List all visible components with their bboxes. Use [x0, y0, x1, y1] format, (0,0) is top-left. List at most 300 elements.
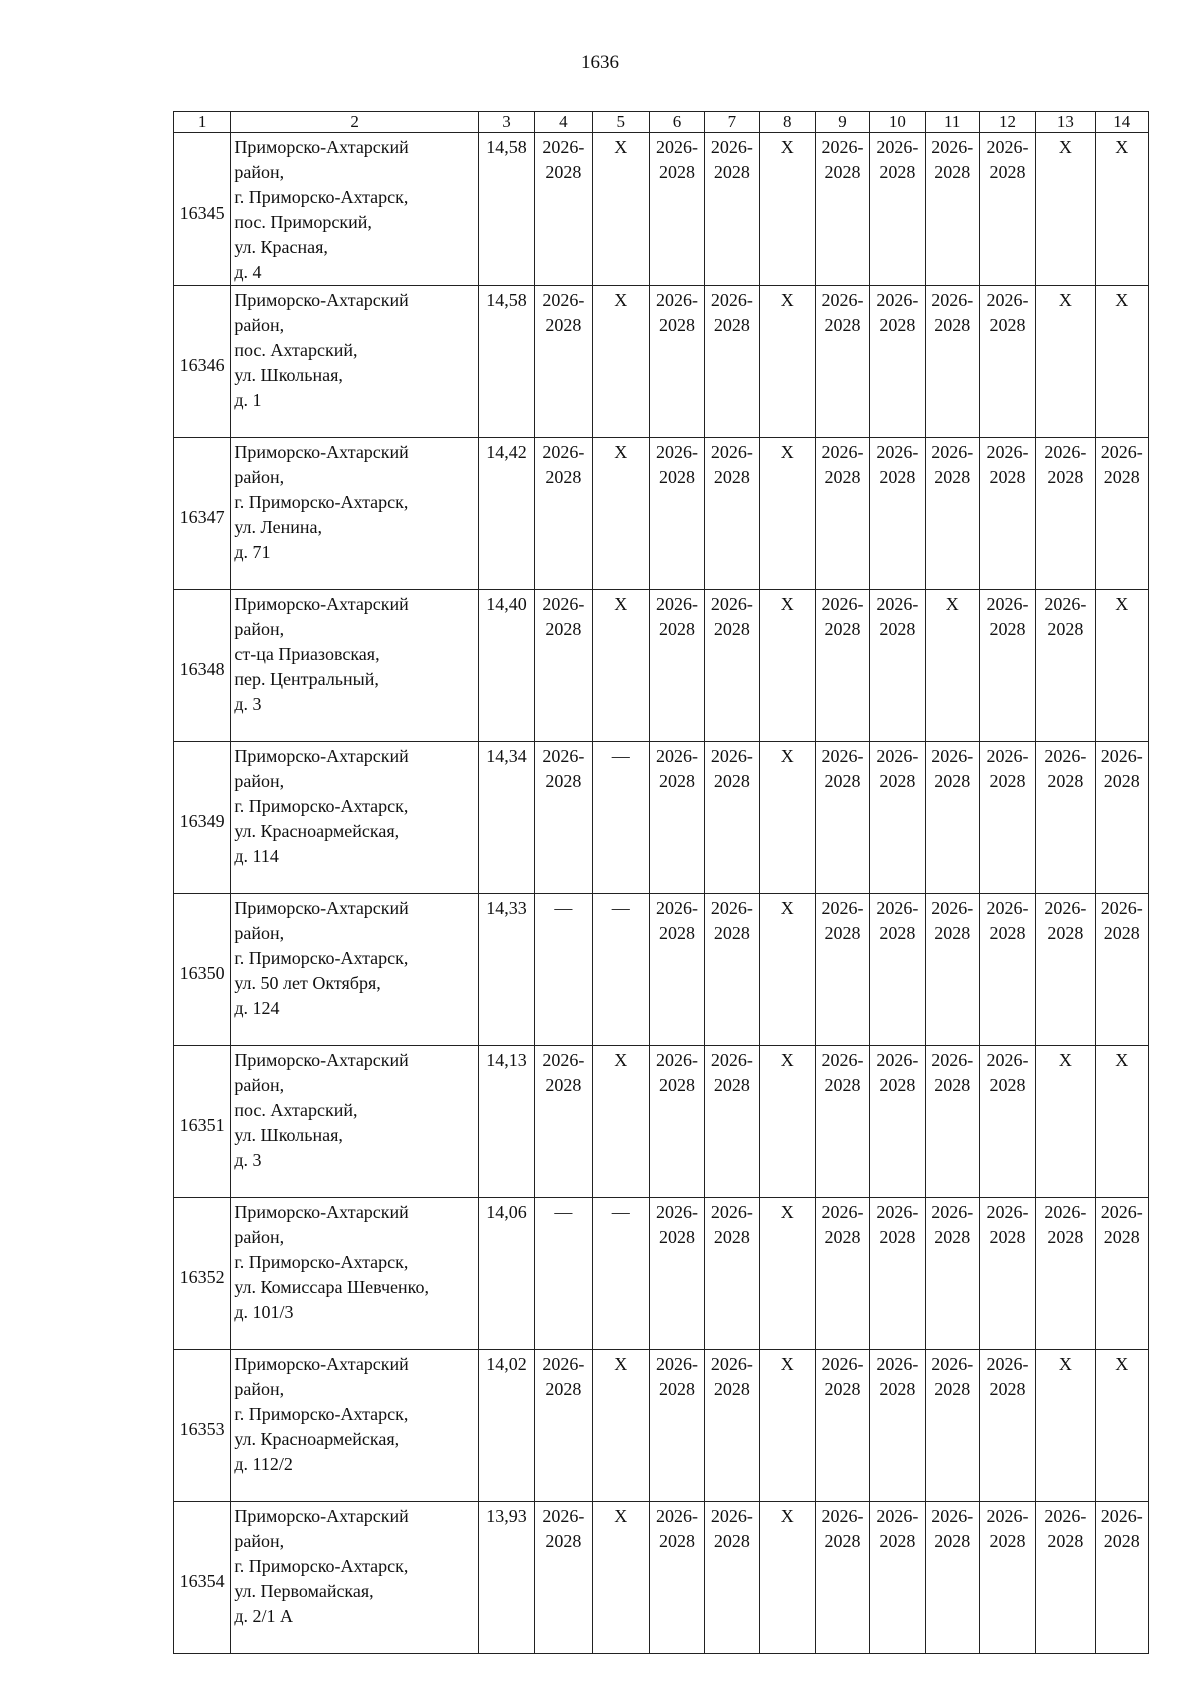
period-cell — [870, 590, 925, 742]
period-line: 2026- — [821, 1354, 864, 1374]
row-number: 16350 — [174, 894, 231, 1046]
period-cell: Х — [1095, 286, 1148, 438]
period-line: 2028 — [713, 619, 750, 639]
period-line: 2026- — [1100, 898, 1143, 918]
period-line: 2026- — [821, 594, 864, 614]
address-line: ул. Первомайская, — [234, 1581, 374, 1601]
period-cell — [925, 894, 979, 1046]
address-line: д. 3 — [234, 694, 262, 714]
period-cell — [870, 1046, 925, 1198]
period-line: 2026- — [656, 442, 699, 462]
period-cell: Х — [592, 133, 649, 286]
period-cell — [925, 1046, 979, 1198]
period-line: 2028 — [545, 1379, 582, 1399]
period-line: 2028 — [879, 1379, 916, 1399]
period-line: 2026- — [821, 1506, 864, 1526]
period-line: 2026- — [710, 594, 753, 614]
period-line: 2026- — [876, 594, 919, 614]
period-line: 2026- — [986, 290, 1029, 310]
row-number: 16348 — [174, 590, 231, 742]
period-cell — [1095, 438, 1148, 590]
period-cell — [870, 133, 925, 286]
period-cell — [925, 286, 979, 438]
period-cell — [535, 742, 592, 894]
period-line: 2026- — [931, 290, 974, 310]
period-line: 2028 — [659, 162, 696, 182]
value-cell: 14,13 — [478, 1046, 534, 1198]
address-line: Приморско-Ахтарский — [234, 1354, 409, 1374]
period-line: 2028 — [659, 619, 696, 639]
period-cell — [870, 286, 925, 438]
column-header: 6 — [649, 112, 704, 133]
period-line: 2028 — [545, 1075, 582, 1095]
period-cell — [925, 133, 979, 286]
period-line: 2026- — [876, 1050, 919, 1070]
period-line: 2028 — [1047, 771, 1084, 791]
address-line: ул. Красноармейская, — [234, 1429, 400, 1449]
address-line: ст-ца Приазовская, — [234, 644, 380, 664]
period-line: 2026- — [931, 1050, 974, 1070]
period-cell — [1095, 742, 1148, 894]
address-line: Приморско-Ахтарский — [234, 137, 409, 157]
period-cell: — — [535, 894, 592, 1046]
period-line: 2028 — [824, 162, 861, 182]
period-line: 2028 — [1103, 1531, 1140, 1551]
period-line: 2028 — [824, 771, 861, 791]
address-line: Приморско-Ахтарский — [234, 746, 409, 766]
page-number: 1636 — [581, 52, 619, 73]
period-cell: Х — [759, 590, 815, 742]
value-cell: 14,06 — [478, 1198, 534, 1350]
period-line: 2028 — [824, 923, 861, 943]
table-row — [174, 133, 1149, 286]
registry-table — [173, 111, 1149, 1654]
period-line: 2026- — [656, 1050, 699, 1070]
period-line: 2028 — [824, 1075, 861, 1095]
address-line: ул. Школьная, — [234, 365, 343, 385]
period-line: 2026- — [876, 1506, 919, 1526]
address-line: д. 101/3 — [234, 1302, 294, 1322]
period-line: 2026- — [821, 442, 864, 462]
address-line: д. 2/1 А — [234, 1606, 294, 1626]
period-cell — [870, 1198, 925, 1350]
period-cell — [815, 1350, 869, 1502]
period-cell — [925, 1502, 979, 1654]
period-line: 2026- — [710, 1354, 753, 1374]
period-line: 2026- — [876, 1354, 919, 1374]
period-line: 2026- — [821, 898, 864, 918]
value-cell: 14,34 — [478, 742, 534, 894]
column-header: 14 — [1095, 112, 1148, 133]
address-line: пос. Ахтарский, — [234, 1100, 358, 1120]
period-cell — [705, 590, 759, 742]
period-cell — [1036, 1198, 1095, 1350]
table-row — [174, 1198, 1149, 1350]
address-cell — [231, 1046, 479, 1198]
period-line: 2028 — [659, 1531, 696, 1551]
table-row — [174, 438, 1149, 590]
address-line: г. Приморско-Ахтарск, — [234, 948, 409, 968]
table-row — [174, 894, 1149, 1046]
period-cell — [1036, 590, 1095, 742]
period-line: 2028 — [713, 923, 750, 943]
period-line: 2028 — [545, 1531, 582, 1551]
address-line: район, — [234, 467, 285, 487]
period-cell — [705, 438, 759, 590]
period-cell: Х — [592, 1502, 649, 1654]
period-line: 2026- — [656, 1354, 699, 1374]
period-line: 2026- — [1044, 442, 1087, 462]
period-line: 2028 — [659, 1379, 696, 1399]
period-line: 2026- — [986, 442, 1029, 462]
period-line: 2028 — [879, 619, 916, 639]
period-line: 2028 — [713, 1379, 750, 1399]
address-line: Приморско-Ахтарский — [234, 898, 409, 918]
period-cell — [979, 1198, 1035, 1350]
period-cell — [979, 1046, 1035, 1198]
period-cell — [705, 1502, 759, 1654]
period-cell: Х — [1036, 1046, 1095, 1198]
period-line: 2026- — [656, 137, 699, 157]
column-header: 12 — [979, 112, 1035, 133]
period-cell: — — [535, 1198, 592, 1350]
period-cell — [535, 438, 592, 590]
period-cell: Х — [759, 1502, 815, 1654]
address-cell — [231, 590, 479, 742]
column-header: 8 — [759, 112, 815, 133]
period-cell — [649, 1198, 704, 1350]
address-line: Приморско-Ахтарский — [234, 1050, 409, 1070]
period-cell: Х — [1095, 1046, 1148, 1198]
period-cell: Х — [759, 438, 815, 590]
row-number: 16346 — [174, 286, 231, 438]
address-line: район, — [234, 923, 285, 943]
period-line: 2028 — [1103, 1227, 1140, 1247]
period-cell: — — [592, 894, 649, 1046]
address-line: район, — [234, 619, 285, 639]
period-cell: Х — [1095, 1350, 1148, 1502]
period-cell — [870, 894, 925, 1046]
address-line: ул. Ленина, — [234, 517, 322, 537]
period-cell — [815, 1502, 869, 1654]
period-line: 2028 — [934, 1531, 971, 1551]
period-cell: Х — [759, 133, 815, 286]
period-line: 2028 — [934, 1075, 971, 1095]
period-line: 2026- — [986, 1506, 1029, 1526]
period-cell: Х — [759, 894, 815, 1046]
period-cell — [815, 133, 869, 286]
address-cell — [231, 286, 479, 438]
period-cell — [815, 438, 869, 590]
period-cell — [870, 1350, 925, 1502]
period-line: 2028 — [879, 771, 916, 791]
address-line: район, — [234, 1075, 285, 1095]
row-number: 16352 — [174, 1198, 231, 1350]
period-line: 2028 — [1103, 467, 1140, 487]
period-line: 2026- — [931, 1202, 974, 1222]
address-line: Приморско-Ахтарский — [234, 442, 409, 462]
period-cell — [705, 286, 759, 438]
period-cell — [979, 590, 1035, 742]
address-line: пос. Приморский, — [234, 212, 372, 232]
value-cell: 14,42 — [478, 438, 534, 590]
address-line: Приморско-Ахтарский — [234, 290, 409, 310]
period-line: 2026- — [876, 898, 919, 918]
period-line: 2028 — [545, 162, 582, 182]
row-number: 16347 — [174, 438, 231, 590]
period-cell — [979, 894, 1035, 1046]
period-cell: Х — [759, 1198, 815, 1350]
period-cell — [649, 286, 704, 438]
period-line: 2026- — [1044, 1202, 1087, 1222]
address-line: Приморско-Ахтарский — [234, 1506, 409, 1526]
period-line: 2028 — [1047, 923, 1084, 943]
value-cell: 14,58 — [478, 133, 534, 286]
address-line: район, — [234, 771, 285, 791]
period-line: 2028 — [545, 619, 582, 639]
address-line: д. 114 — [234, 846, 279, 866]
period-line: 2026- — [542, 290, 585, 310]
period-line: 2026- — [931, 1506, 974, 1526]
period-line: 2028 — [824, 315, 861, 335]
period-cell — [1095, 1198, 1148, 1350]
period-line: 2026- — [876, 137, 919, 157]
period-cell — [705, 1046, 759, 1198]
address-line: ул. Комиссара Шевченко, — [234, 1277, 429, 1297]
period-line: 2028 — [989, 467, 1026, 487]
period-line: 2026- — [710, 290, 753, 310]
column-header: 11 — [925, 112, 979, 133]
period-cell: Х — [592, 1046, 649, 1198]
period-line: 2026- — [876, 442, 919, 462]
period-line: 2028 — [545, 467, 582, 487]
period-line: 2028 — [824, 1227, 861, 1247]
period-cell: Х — [1036, 133, 1095, 286]
period-line: 2026- — [542, 137, 585, 157]
period-line: 2028 — [824, 619, 861, 639]
period-cell — [705, 894, 759, 1046]
period-line: 2028 — [934, 315, 971, 335]
period-line: 2026- — [1100, 1506, 1143, 1526]
period-cell — [649, 894, 704, 1046]
period-cell — [535, 1502, 592, 1654]
period-line: 2026- — [656, 1202, 699, 1222]
period-line: 2026- — [1044, 594, 1087, 614]
period-line: 2028 — [934, 771, 971, 791]
address-line: ул. Красноармейская, — [234, 821, 400, 841]
table-row — [174, 1350, 1149, 1502]
period-cell: Х — [592, 438, 649, 590]
column-header: 10 — [870, 112, 925, 133]
period-line: 2028 — [879, 1531, 916, 1551]
period-line: 2026- — [656, 898, 699, 918]
period-cell: Х — [1095, 590, 1148, 742]
period-cell — [815, 286, 869, 438]
period-cell: Х — [759, 286, 815, 438]
period-cell — [649, 1046, 704, 1198]
address-line: район, — [234, 162, 285, 182]
address-line: ул. Красная, — [234, 237, 328, 257]
value-cell: 14,33 — [478, 894, 534, 1046]
period-line: 2026- — [710, 898, 753, 918]
period-line: 2028 — [1047, 619, 1084, 639]
period-line: 2028 — [934, 1379, 971, 1399]
period-line: 2028 — [1047, 467, 1084, 487]
period-line: 2026- — [710, 1506, 753, 1526]
column-header: 9 — [815, 112, 869, 133]
period-line: 2026- — [1100, 1202, 1143, 1222]
period-line: 2028 — [989, 1075, 1026, 1095]
period-line: 2028 — [713, 1227, 750, 1247]
address-line: г. Приморско-Ахтарск, — [234, 796, 409, 816]
period-line: 2026- — [931, 442, 974, 462]
period-line: 2026- — [710, 1202, 753, 1222]
period-line: 2028 — [659, 467, 696, 487]
period-line: 2026- — [710, 137, 753, 157]
column-number-header-row — [174, 112, 1149, 133]
period-line: 2026- — [821, 1050, 864, 1070]
period-line: 2026- — [931, 1354, 974, 1374]
address-line: ул. 50 лет Октября, — [234, 973, 381, 993]
address-cell — [231, 742, 479, 894]
period-line: 2026- — [821, 290, 864, 310]
period-line: 2026- — [876, 746, 919, 766]
period-line: 2028 — [879, 467, 916, 487]
period-cell — [649, 742, 704, 894]
period-cell: Х — [592, 1350, 649, 1502]
address-line: пос. Ахтарский, — [234, 340, 358, 360]
period-cell — [705, 742, 759, 894]
period-cell: Х — [592, 590, 649, 742]
period-line: 2026- — [542, 1354, 585, 1374]
period-line: 2028 — [879, 162, 916, 182]
period-line: 2026- — [1044, 746, 1087, 766]
address-line: г. Приморско-Ахтарск, — [234, 492, 409, 512]
period-cell — [870, 742, 925, 894]
period-line: 2028 — [879, 923, 916, 943]
period-line: 2026- — [986, 1354, 1029, 1374]
period-cell — [1036, 1502, 1095, 1654]
period-line: 2026- — [542, 746, 585, 766]
period-cell — [1036, 438, 1095, 590]
period-cell — [705, 133, 759, 286]
address-line: г. Приморско-Ахтарск, — [234, 1404, 409, 1424]
period-line: 2028 — [934, 162, 971, 182]
column-header: 1 — [174, 112, 231, 133]
table-row — [174, 590, 1149, 742]
period-line: 2028 — [1047, 1227, 1084, 1247]
period-cell — [815, 894, 869, 1046]
column-header: 2 — [231, 112, 479, 133]
period-cell — [649, 438, 704, 590]
address-line: ул. Школьная, — [234, 1125, 343, 1145]
address-line: Приморско-Ахтарский — [234, 1202, 409, 1222]
column-header: 4 — [535, 112, 592, 133]
period-line: 2026- — [931, 137, 974, 157]
period-cell: Х — [925, 590, 979, 742]
period-cell — [925, 1198, 979, 1350]
period-cell: Х — [1095, 133, 1148, 286]
address-line: д. 1 — [234, 390, 262, 410]
period-line: 2028 — [989, 1379, 1026, 1399]
period-line: 2028 — [824, 1531, 861, 1551]
address-line: г. Приморско-Ахтарск, — [234, 1252, 409, 1272]
period-line: 2026- — [1044, 1506, 1087, 1526]
row-number: 16354 — [174, 1502, 231, 1654]
period-line: 2028 — [1103, 771, 1140, 791]
table-row — [174, 286, 1149, 438]
period-line: 2028 — [824, 1379, 861, 1399]
period-cell — [979, 742, 1035, 894]
address-cell — [231, 1502, 479, 1654]
period-line: 2026- — [1100, 442, 1143, 462]
table-body — [174, 112, 1149, 1654]
period-line: 2026- — [710, 442, 753, 462]
period-line: 2028 — [989, 1531, 1026, 1551]
period-cell: Х — [592, 286, 649, 438]
period-cell: — — [592, 742, 649, 894]
period-cell — [925, 1350, 979, 1502]
address-line: район, — [234, 1531, 285, 1551]
value-cell: 14,40 — [478, 590, 534, 742]
period-line: 2028 — [989, 315, 1026, 335]
period-line: 2028 — [713, 162, 750, 182]
row-number: 16353 — [174, 1350, 231, 1502]
period-line: 2028 — [659, 1227, 696, 1247]
period-cell — [1095, 1502, 1148, 1654]
row-number: 16345 — [174, 133, 231, 286]
period-line: 2028 — [545, 315, 582, 335]
period-line: 2026- — [542, 1506, 585, 1526]
period-line: 2026- — [931, 898, 974, 918]
period-cell — [1036, 742, 1095, 894]
period-cell — [705, 1198, 759, 1350]
period-cell — [535, 1350, 592, 1502]
period-cell — [815, 590, 869, 742]
value-cell: 14,02 — [478, 1350, 534, 1502]
address-cell — [231, 1198, 479, 1350]
period-cell — [535, 133, 592, 286]
address-line: д. 71 — [234, 542, 271, 562]
table-row — [174, 1046, 1149, 1198]
period-cell: Х — [1036, 286, 1095, 438]
period-cell — [815, 742, 869, 894]
address-line: район, — [234, 1227, 285, 1247]
address-cell — [231, 894, 479, 1046]
period-line: 2026- — [542, 594, 585, 614]
address-line: Приморско-Ахтарский — [234, 594, 409, 614]
period-cell: — — [592, 1198, 649, 1350]
period-line: 2028 — [824, 467, 861, 487]
address-cell — [231, 133, 479, 286]
period-line: 2026- — [986, 898, 1029, 918]
period-line: 2028 — [659, 923, 696, 943]
address-line: район, — [234, 1379, 285, 1399]
period-line: 2026- — [656, 594, 699, 614]
period-line: 2028 — [934, 923, 971, 943]
period-cell: Х — [759, 742, 815, 894]
period-cell — [979, 133, 1035, 286]
period-line: 2026- — [656, 290, 699, 310]
period-cell — [535, 590, 592, 742]
period-cell — [649, 133, 704, 286]
period-line: 2026- — [986, 1202, 1029, 1222]
period-cell — [815, 1046, 869, 1198]
period-line: 2028 — [659, 1075, 696, 1095]
row-number: 16351 — [174, 1046, 231, 1198]
period-line: 2026- — [710, 746, 753, 766]
period-line: 2026- — [656, 746, 699, 766]
